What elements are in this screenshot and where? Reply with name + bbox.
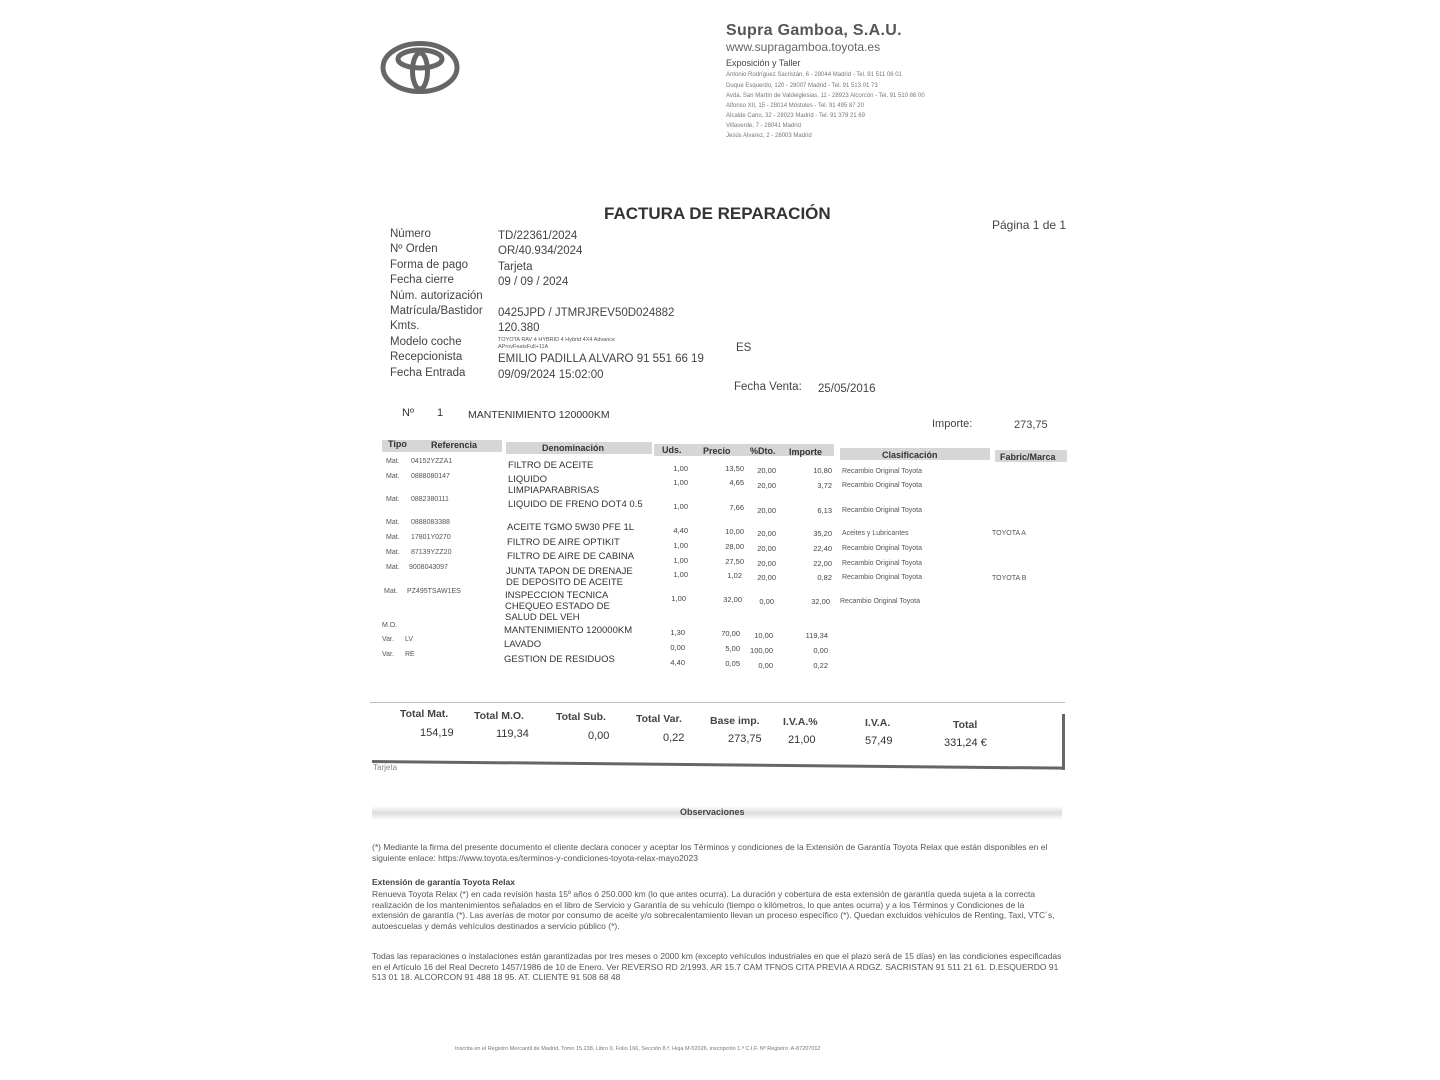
order-description: MANTENIMIENTO 120000KM (468, 409, 610, 421)
row-ref: 9008043097 (409, 564, 448, 571)
row-dto: 20,00 (757, 544, 776, 553)
row-imp: 35,20 (813, 529, 832, 538)
address-line: Avda. San Martín de Valdeiglesias, 11 - 28923 Alcorcón - Tel. 91 510 86 00 (726, 93, 925, 99)
row-den: FILTRO DE AIRE DE CABINA (507, 551, 635, 562)
total-var-label: Total Var. (636, 713, 682, 725)
warranty-title: Extensión de garantía Toyota Relax (372, 877, 515, 887)
col-uds: Uds. (662, 445, 682, 455)
address-line: Antonio Rodríguez Sacristán, 6 - 28044 Madrid - Tel. 91 511 06 01 (726, 72, 902, 78)
row-tipo: Mat. (386, 534, 400, 541)
fecha-venta-value: 25/05/2016 (818, 383, 876, 395)
field-label: Núm. autorización (390, 290, 483, 302)
row-cls: Recambio Original Toyota (840, 598, 921, 605)
row-precio: 4,65 (729, 478, 744, 487)
field-value: Tarjeta (498, 261, 533, 273)
total-mat-label: Total Mat. (400, 708, 449, 720)
row-tipo: Mat. (386, 496, 400, 503)
row-ref: 0888080147 (411, 473, 450, 480)
total-sub-label: Total Sub. (556, 711, 606, 723)
row-precio: 28,00 (725, 542, 744, 551)
row-marca: TOYOTA A (992, 530, 1026, 537)
row-dto: 10,00 (754, 631, 773, 640)
field-label: Forma de pago (390, 259, 468, 271)
row-tipo: Var. (382, 636, 394, 643)
row-dto: 0,00 (759, 597, 774, 606)
company-name: Supra Gamboa, S.A.U. (726, 22, 902, 39)
row-imp: 22,40 (813, 544, 832, 553)
col-importe: Importe (789, 447, 823, 457)
row-imp: 3,72 (817, 481, 832, 490)
row-dto: 0,00 (758, 661, 773, 670)
row-tipo: Var. (382, 651, 394, 658)
field-label: Kmts. (390, 320, 420, 332)
order-n-label: Nº (402, 407, 414, 419)
iva-value: 57,49 (865, 735, 893, 747)
row-ref: 87139YZZ20 (411, 549, 452, 556)
row-cls: Recambio Original Toyota (842, 468, 923, 475)
row-uds: 1,00 (673, 556, 688, 565)
row-imp: 0,00 (813, 646, 828, 655)
total-value: 331,24 € (944, 737, 987, 749)
row-tipo: Mat. (386, 458, 400, 465)
order-importe-label: Importe: (932, 418, 973, 430)
row-precio: 7,66 (729, 503, 744, 512)
warranty-paragraph: Renueva Toyota Relax (*) en cada revisión hasta 15º años ó 250.000 km (lo que antes ocurra). La duración y cobertura de esta extensión de garantía queda sujeta a la correcta realización de los mantenimientos señalados en el libro de Servicio y Garantía de su vehículo (tiempo o kilómetros, lo que antes ocurra) y a los Términos y Condiciones de la extensión de garantía (*). Las averías de motor por consumo de aceite y/o sobrecalentamiento llevan un proceso específico (*). Quedan excluidos vehículos de Renting, Taxi, VTC´s, autoescuelas y demás vehículos destinados a servicio público (*). (372, 889, 1055, 931)
row-den: GESTION DE RESIDUOS (504, 654, 615, 665)
row-uds: 1,30 (670, 628, 685, 637)
row-imp: 0,22 (813, 661, 828, 670)
row-uds: 4,40 (670, 658, 685, 667)
row-uds: 1,00 (673, 478, 688, 487)
page-number: Página 1 de 1 (992, 218, 1067, 232)
order-importe: 273,75 (1014, 419, 1048, 431)
row-ref: RE (405, 651, 415, 658)
section-label: Exposición y Taller (726, 58, 801, 68)
col-dto: %Dto. (750, 446, 776, 456)
row-den: LIQUIDO LIMPIAPARABRISAS (508, 474, 600, 496)
field-label: Fecha Entrada (390, 367, 466, 379)
row-uds: 0,00 (670, 643, 685, 652)
base-imp-value: 273,75 (728, 733, 762, 745)
address-line: Alcalde Cano, 32 - 28023 Madrid - Tel. 91 379 21 69 (726, 113, 865, 119)
total-mo-label: Total M.O. (474, 710, 524, 722)
col-precio: Precio (703, 446, 731, 456)
address-line: Jesús Alvarez, 2 - 28003 Madrid (726, 133, 812, 139)
row-imp: 119,34 (805, 631, 828, 640)
field-label: Número (390, 228, 431, 240)
row-ref: 0882380111 (411, 496, 449, 503)
total-mo-value: 119,34 (496, 728, 529, 740)
order-n-value: 1 (437, 407, 444, 419)
address-line: Duque Esquerdo, 120 - 28007 Madrid - Tel. 91 513 01 73 (726, 83, 878, 89)
observations-paragraph: (*) Mediante la firma del presente documento el cliente declara conocer y aceptar los Términos y condiciones de la Extensión de Garantía Toyota Relax que están disponibles en el siguiente enlace: https://www.toyota.es/terminos-y-condiciones-toyota-relax-mayo2023 (372, 842, 1048, 863)
total-sub-value: 0,00 (588, 730, 610, 742)
row-den: LIQUIDO DE FRENO DOT4 0.5 (508, 499, 643, 510)
row-dto: 20,00 (757, 506, 776, 515)
base-imp-label: Base imp. (710, 715, 760, 727)
row-imp: 22,00 (813, 559, 832, 568)
row-tipo: Mat. (386, 473, 400, 480)
row-precio: 27,50 (725, 557, 744, 566)
row-uds: 1,00 (673, 502, 688, 511)
row-ref: LV (405, 636, 414, 643)
row-tipo: Mat. (386, 564, 400, 571)
iva-label: I.V.A. (865, 717, 891, 729)
model-suffix: ES (736, 342, 752, 354)
row-tipo: Mat. (386, 519, 400, 526)
address-line: Alfonso XII, 15 - 28014 Móstoles - Tel. 91 495 87 20 (726, 103, 864, 109)
model-extra: AProvFeatsFull+11A (498, 344, 549, 350)
row-cls: Recambio Original Toyota (842, 574, 923, 581)
row-den: MANTENIMIENTO 120000KM (504, 625, 633, 636)
iva-pct-value: 21,00 (788, 734, 816, 746)
row-imp: 32,00 (811, 597, 830, 606)
row-precio: 5,00 (725, 644, 740, 653)
invoice-title: FACTURA DE REPARACIÓN (604, 204, 831, 223)
row-marca: TOYOTA B (992, 575, 1027, 582)
row-imp: 0,82 (817, 573, 832, 582)
row-dto: 20,00 (757, 559, 776, 568)
row-uds: 1,00 (671, 594, 686, 603)
row-dto: 100,00 (750, 646, 773, 655)
address-line: Villaverde, 7 - 28041 Madrid (726, 123, 801, 129)
row-cls: Recambio Original Toyota (842, 545, 923, 552)
guarantee-paragraph: Todas las reparaciones o instalaciones están garantizadas por tres meses o 2000 km (excepto vehículos industriales en que el plazo será de 15 días) en las condiciones especificadas en el Artículo 16 del Real Decreto 1457/1986 de 10 de Enero. Ver REVERSO RD 2/1993. AR 15.7 CAM TFNOS CITA PREVIA A RDGZ. SACRISTAN 91 511 21 61. D.ESQUERDO 91 513 01 18. ALCORCON 91 488 18 95. AT. CLIENTE 91 508 68 48 (372, 951, 1062, 982)
row-imp: 10,80 (813, 466, 832, 475)
order-line (380, 397, 1068, 435)
row-precio: 10,00 (725, 527, 744, 536)
col-tipo: Tipo (388, 439, 407, 449)
row-cls: Recambio Original Toyota (842, 560, 923, 567)
row-den: FILTRO DE AIRE OPTIKIT (507, 537, 620, 548)
row-dto: 20,00 (757, 481, 776, 490)
row-den: FILTRO DE ACEITE (508, 460, 594, 471)
fecha-venta-label: Fecha Venta: (734, 381, 802, 393)
row-cls: Recambio Original Toyota (842, 482, 923, 489)
row-precio: 32,00 (723, 595, 742, 604)
col-fabric: Fabric/Marca (1000, 452, 1056, 462)
field-value: 0425JPD / JTMRJREV50D024882 (498, 307, 675, 319)
field-value: OR/40.934/2024 (498, 245, 583, 257)
row-ref: 0888083388 (411, 519, 450, 526)
total-mat-value: 154,19 (420, 727, 454, 739)
row-precio: 0,05 (725, 659, 740, 668)
field-label: Nº Orden (390, 243, 438, 255)
company-website: www.supragamboa.toyota.es (726, 40, 881, 54)
iva-pct-label: I.V.A.% (783, 716, 818, 728)
row-tipo: Mat. (384, 588, 398, 595)
field-value: TD/22361/2024 (498, 230, 578, 242)
row-imp: 6,13 (817, 506, 832, 515)
payment-note: Tarjeta (373, 763, 398, 772)
row-cls: Recambio Original Toyota (842, 507, 923, 514)
field-label: Recepcionista (390, 351, 463, 363)
field-value: 09/09/2024 15:02:00 (498, 369, 604, 381)
field-value: TOYOTA RAV 4 HYBRID 4 Hybrid 4X4 Advance (498, 337, 616, 343)
row-dto: 20,00 (757, 573, 776, 582)
row-dto: 20,00 (757, 466, 776, 475)
total-label: Total (953, 719, 978, 731)
col-denominacion: Denominación (542, 443, 605, 453)
field-label: Fecha cierre (390, 274, 454, 286)
field-value: 120.380 (498, 322, 540, 334)
row-uds: 1,00 (673, 541, 688, 550)
row-cls: Aceites y Lubricantes (842, 530, 909, 537)
row-uds: 4,40 (673, 526, 688, 535)
col-clasificacion: Clasificación (882, 450, 938, 460)
row-uds: 1,00 (673, 570, 688, 579)
row-den: INSPECCION TECNICA CHEQUEO ESTADO DE SALUD DEL VEH (505, 590, 610, 623)
row-den: ACEITE TGMO 5W30 PFE 1L (507, 522, 635, 533)
field-value: 09 / 09 / 2024 (498, 276, 569, 288)
row-uds: 1,00 (673, 464, 688, 473)
col-referencia: Referencia (431, 440, 478, 450)
row-tipo: Mat. (386, 549, 400, 556)
row-dto: 20,00 (757, 529, 776, 538)
row-precio: 1,02 (727, 571, 742, 580)
field-label: Modelo coche (390, 336, 462, 348)
row-ref: PZ495TSAW1ES (407, 588, 461, 595)
row-den: JUNTA TAPON DE DRENAJE DE DEPOSITO DE ACEITE (506, 566, 633, 588)
row-den: LAVADO (504, 639, 542, 650)
registry-footer: Inscrita en el Registro Mercantil de Madrid, Tomo 15.238, Libro 0, Folio 166, Sección 8.ª, Hoja M-52026, inscripción 1.ª C.I.F. Nº Registro: A-87207012 (455, 1046, 821, 1052)
observations-title: Observaciones (680, 807, 745, 817)
row-precio: 13,50 (725, 464, 744, 473)
field-label: Matrícula/Bastidor (390, 305, 483, 317)
toyota-logo-icon (380, 40, 460, 95)
row-tipo: M.O. (382, 622, 398, 629)
row-precio: 70,00 (721, 629, 740, 638)
row-ref: 04152YZZA1 (411, 458, 453, 465)
total-var-value: 0,22 (663, 732, 685, 744)
row-ref: 17801Y0270 (411, 534, 451, 541)
field-value: EMILIO PADILLA ALVARO 91 551 66 19 (498, 353, 704, 365)
